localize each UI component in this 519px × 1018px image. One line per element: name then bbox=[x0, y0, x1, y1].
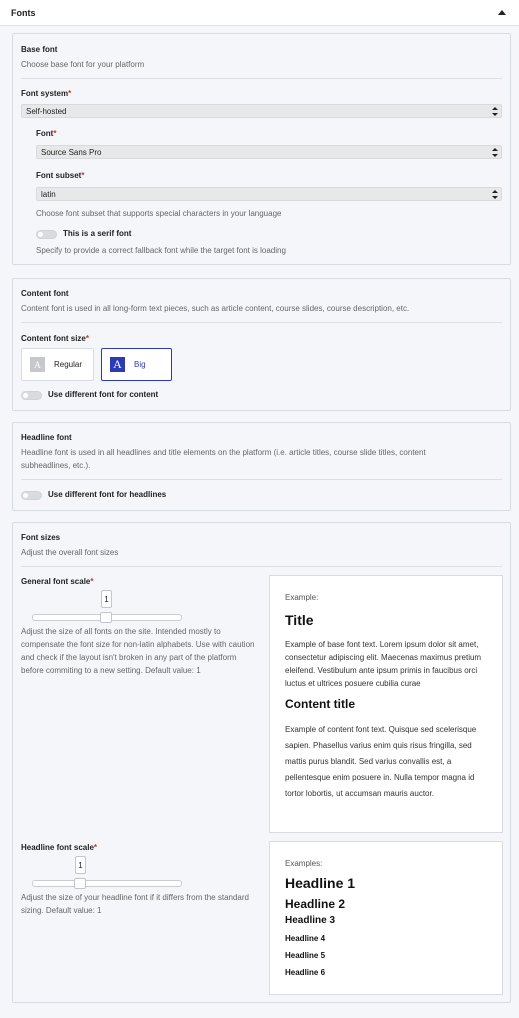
font-sizes-description: Adjust the overall font sizes bbox=[21, 548, 119, 557]
content-font-card bbox=[12, 278, 511, 411]
general-font-scale-label: General font scale* bbox=[21, 577, 94, 586]
big-size-icon: A bbox=[110, 357, 125, 372]
base-font-title: Base font bbox=[21, 45, 58, 54]
headline-scale-value-bubble: 1 bbox=[75, 856, 86, 874]
font-value: Source Sans Pro bbox=[41, 147, 102, 157]
font-sizes-card bbox=[12, 522, 511, 1003]
section-title: Fonts bbox=[11, 7, 36, 18]
headline-scale-slider-track[interactable] bbox=[32, 880, 182, 887]
font-select[interactable] bbox=[36, 145, 502, 159]
collapse-caret-icon[interactable] bbox=[498, 10, 506, 15]
headline-font-toggle[interactable] bbox=[21, 491, 42, 500]
headline-font-scale-label: Headline font scale* bbox=[21, 843, 98, 852]
font-subset-value: latin bbox=[41, 189, 56, 199]
preview-content-text: Example of content font text. Quisque sed scelerisque sapien. Phasellus varius enim quis risus fringilla, sed mattis purus blandit. Sed varius convallis est, a pellentesque enim posuere in. Nulla tempor magna id tortor lobortis, ut accumsan mauris auctor. bbox=[285, 725, 477, 798]
headline-font-title: Headline font bbox=[21, 433, 72, 442]
serif-font-hint: Specify to provide a correct fallback font while the target font is loading bbox=[36, 246, 286, 255]
preview-title: Title bbox=[285, 612, 314, 628]
fonts-section-header[interactable] bbox=[0, 0, 519, 26]
headline-font-toggle-label: Use different font for headlines bbox=[48, 490, 167, 499]
option-label: Regular bbox=[54, 360, 83, 369]
divider bbox=[21, 566, 502, 567]
general-font-preview bbox=[269, 575, 503, 833]
content-font-title: Content font bbox=[21, 289, 69, 298]
preview-headline-4: Headline 4 bbox=[285, 934, 326, 943]
content-font-size-label: Content font size* bbox=[21, 334, 90, 343]
preview-headline-5: Headline 5 bbox=[285, 951, 326, 960]
font-subset-hint: Choose font subset that supports special characters in your language bbox=[36, 209, 282, 218]
general-scale-slider-thumb[interactable] bbox=[100, 612, 112, 623]
examples-label: Examples: bbox=[285, 859, 323, 868]
preview-headline-3: Headline 3 bbox=[285, 915, 336, 926]
font-system-value: Self-hosted bbox=[26, 106, 67, 116]
headline-font-card bbox=[12, 422, 511, 511]
select-arrows-icon bbox=[492, 190, 498, 199]
example-label: Example: bbox=[285, 593, 319, 602]
select-arrows-icon bbox=[492, 107, 498, 116]
preview-headline-6: Headline 6 bbox=[285, 968, 326, 977]
serif-font-toggle-label: This is a serif font bbox=[63, 229, 132, 238]
preview-base-text: Example of base font text. Lorem ipsum dolor sit amet, consectetur adipiscing elit. Maecenas maximus pretium eleifend. Vestibulum ante ipsum primis in faucibus orci luctus et ultrices posuere cubilia curae bbox=[285, 640, 482, 688]
font-subset-label: Font subset* bbox=[36, 171, 85, 180]
base-font-description: Choose base font for your platform bbox=[21, 60, 145, 69]
headline-scale-slider-thumb[interactable] bbox=[74, 878, 86, 889]
font-subset-select[interactable] bbox=[36, 187, 502, 201]
headline-font-preview bbox=[269, 841, 503, 995]
font-label: Font* bbox=[36, 129, 57, 138]
select-arrows-icon bbox=[492, 148, 498, 157]
preview-headline-2: Headline 2 bbox=[285, 897, 346, 911]
content-font-toggle-label: Use different font for content bbox=[48, 390, 159, 399]
headline-font-description: Headline font is used in all headlines and title elements on the platform (i.e. article titles, course slide titles, content subheadlines, etc.). bbox=[21, 448, 426, 470]
divider bbox=[21, 479, 502, 480]
option-label: Big bbox=[134, 360, 146, 369]
font-system-label: Font system* bbox=[21, 89, 72, 98]
content-font-description: Content font is used in all long-form text pieces, such as article content, course slides, course description, etc. bbox=[21, 304, 410, 313]
general-scale-value-bubble: 1 bbox=[101, 590, 112, 608]
divider bbox=[21, 78, 502, 79]
font-size-option-big[interactable] bbox=[101, 348, 172, 381]
font-sizes-title: Font sizes bbox=[21, 533, 61, 542]
serif-font-toggle[interactable] bbox=[36, 230, 57, 239]
content-font-toggle[interactable] bbox=[21, 391, 42, 400]
regular-size-icon: A bbox=[30, 357, 45, 372]
general-scale-hint: Adjust the size of all fonts on the site. Intended mostly to compensate the font size for non-latin alphabets. Use with caution and check if the layout isn't broken in any part of the platform before commiting to a new setting. Default value: 1 bbox=[21, 627, 255, 675]
divider bbox=[21, 322, 502, 323]
preview-content-title: Content title bbox=[285, 697, 355, 711]
headline-scale-hint: Adjust the size of your headline font if it differs from the standard sizing. Default value: 1 bbox=[21, 893, 249, 915]
preview-headline-1: Headline 1 bbox=[285, 875, 356, 891]
base-font-card bbox=[12, 33, 511, 265]
font-size-option-regular[interactable] bbox=[21, 348, 94, 381]
font-system-select[interactable] bbox=[21, 104, 502, 118]
